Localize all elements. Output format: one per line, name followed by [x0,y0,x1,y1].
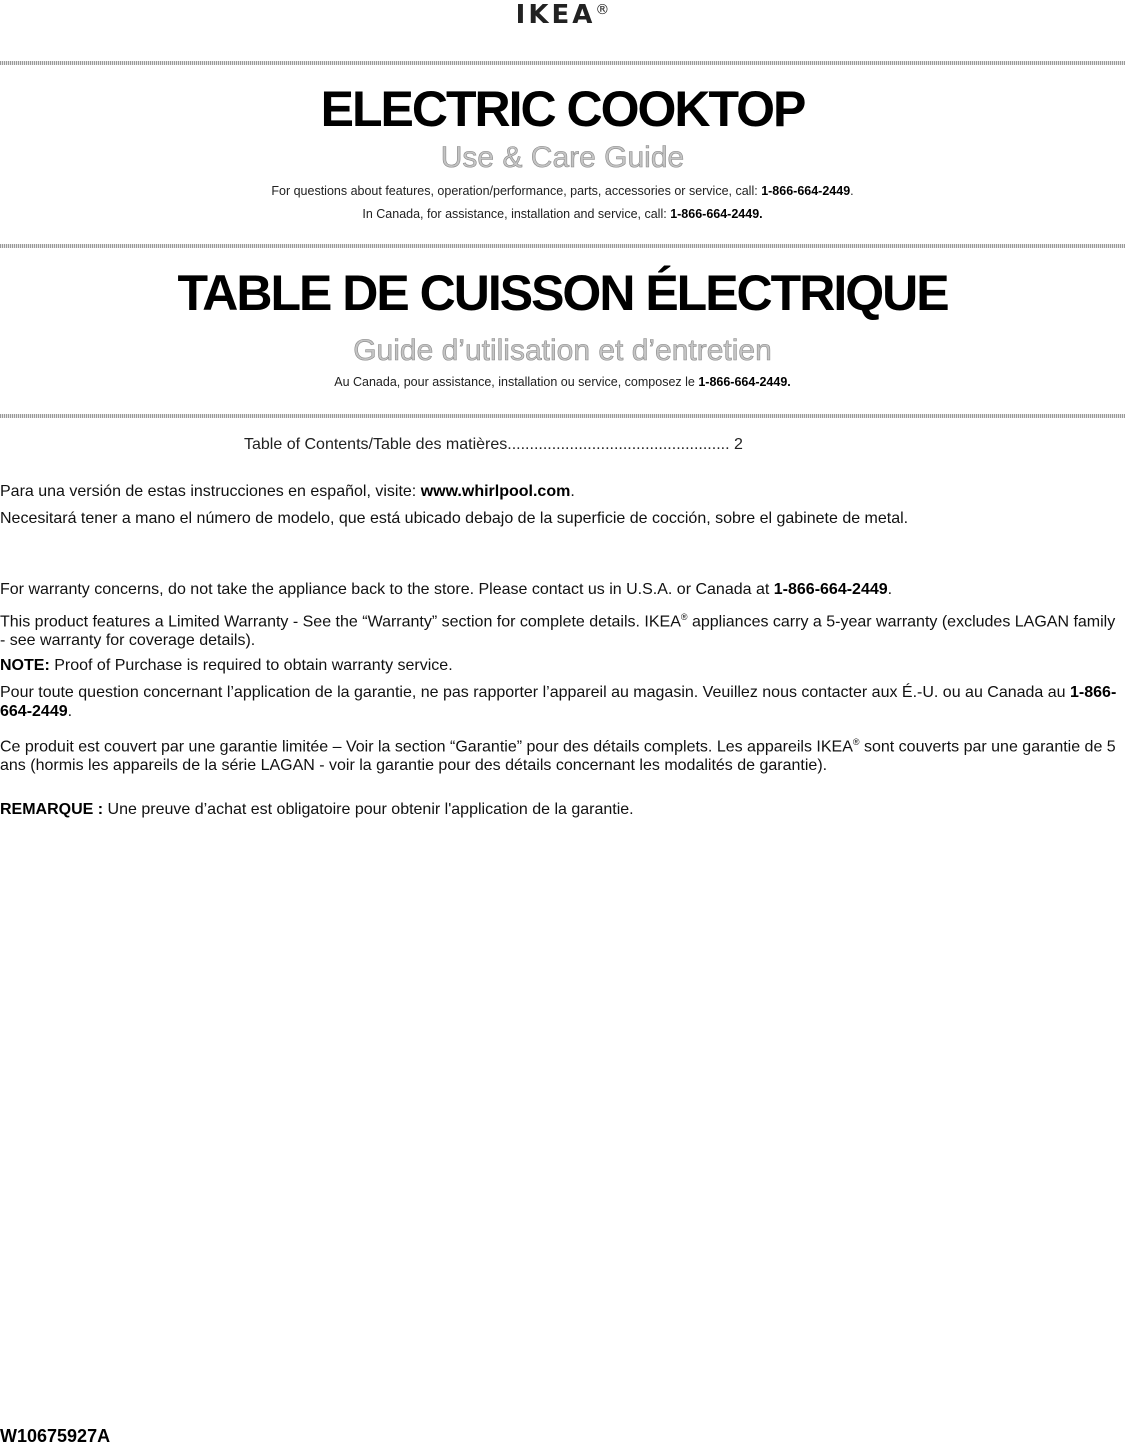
spanish-line-2: Necesitará tener a mano el número de modelo, que está ubicado debajo de la superficie de cocción, sobre el gabinete de metal. [0,510,909,527]
warranty-fr-p2 [0,733,1122,775]
warranty-fr-p2-a: Ce produit est couvert par une garantie limitée – Voir la section “Garantie” pour des détails complets. Les appareils IKEA [0,738,853,756]
registered-mark: ® [595,2,610,18]
toc-entry[interactable] [244,436,844,454]
canada-contact-line-fr [0,376,1125,389]
remarque-text: Une preuve d’achat est obligatoire pour obtenir l'application de la garantie. [103,801,634,818]
note-line [0,656,1122,675]
warranty-en-p2 [0,608,1122,650]
warranty-fr-p1: Pour toute question concernant l’application de la garantie, ne pas rapporter l’appareil au magasin. Veuillez nous contacter aux É.-U. ou au Canada au 1-866-664-2449. [0,684,1117,720]
spanish-text: Para una versión de estas instrucciones en español, visite: [0,483,421,500]
questions-phone: 1-866-664-2449 [761,184,851,198]
toc-page-number: 2 [733,436,743,453]
divider [0,414,1125,418]
registered-mark: ® [680,612,688,622]
subtitle-french: Guide d’utilisation et d’entretien [353,334,772,367]
document-number: W10675927A [0,1426,111,1446]
subtitle-english: Use & Care Guide [440,141,685,174]
divider [0,244,1125,248]
questions-text: For questions about features, operation/performance, parts, accessories or service, call: [271,184,762,198]
toc-label: Table of Contents/Table des matières [244,436,508,453]
warranty-fr-phone: 1-866-664-2449 [0,684,1117,720]
title-english: ELECTRIC COOKTOP [320,81,805,137]
warranty-fr-p2-b: sont couverts par une garantie de 5 ans (hormis les appareils de la série LAGAN - voir la garantie pour des détails concernant les modalités de garantie). [0,738,1116,775]
warranty-en-p1-text: For warranty concerns, do not take the appliance back to the store. Please contact us in U.S.A. or Canada at [0,581,774,598]
note-text: Proof of Purchase is required to obtain warranty service. [49,657,453,674]
questions-contact-line: For questions about features, operation/performance, parts, accessories or service, call: 1-866-664-2449. [271,184,854,198]
spanish-line-1: Para una versión de estas instrucciones en español, visite: www.whirlpool.com. [0,483,575,500]
title-french: TABLE DE CUISSON ÉLECTRIQUE [177,265,948,321]
remarque-line [0,800,1122,819]
remarque-label: REMARQUE : [0,801,104,818]
canada-text-en: In Canada, for assistance, installation and service, call: [362,207,671,221]
ikea-logo [0,0,1125,30]
registered-mark: ® [852,737,860,747]
toc-leader-dots: .................................................. [507,436,730,453]
whirlpool-link[interactable]: www.whirlpool.com [420,483,571,500]
logo-text: IKEA [515,0,596,30]
warranty-en-p2-b: appliances carry a 5-year warranty (excludes LAGAN family - see warranty for coverage details). [0,613,1116,650]
warranty-en-phone: 1-866-664-2449 [773,581,888,598]
warranty-en-p1: For warranty concerns, do not take the appliance back to the store. Please contact us in U.S.A. or Canada at 1-866-664-2449. [0,581,893,598]
note-label: NOTE: [0,657,50,674]
canada-phone-en: 1-866-664-2449. [670,207,763,221]
canada-contact-line-en [0,208,1125,221]
canada-phone-fr: 1-866-664-2449. [698,375,791,389]
divider [0,61,1125,65]
warranty-en-p2-a: This product features a Limited Warranty - See the “Warranty” section for complete details. IKEA [0,613,681,631]
warranty-fr-p1-text: Pour toute question concernant l’application de la garantie, ne pas rapporter l’appareil au magasin. Veuillez nous contacter aux É.-U. ou au Canada au [0,684,1071,701]
canada-text-fr: Au Canada, pour assistance, installation ou service, composez le [334,375,699,389]
